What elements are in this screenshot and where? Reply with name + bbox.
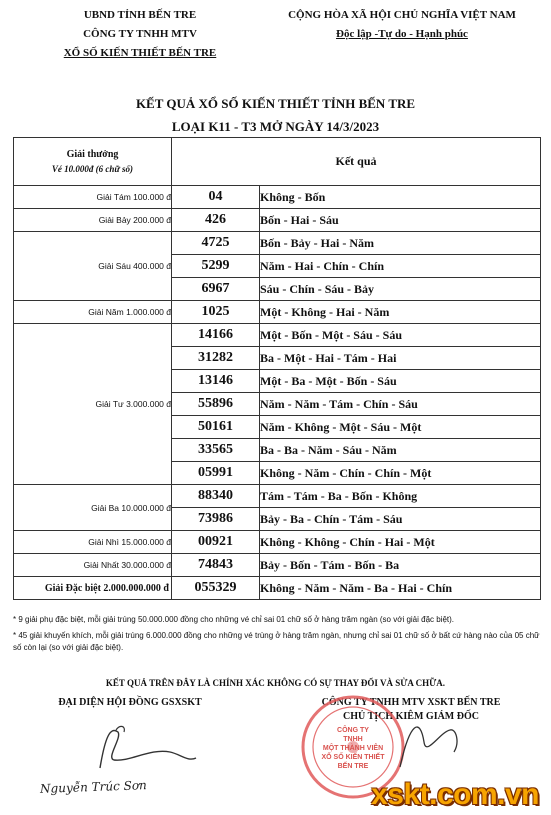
prize-label: Giải Bảy 200.000 đ [14, 209, 172, 232]
prize-label: Giải Nhất 30.000.000 đ [14, 554, 172, 577]
seal-text: CÔNG TY TNHH MỘT THÀNH VIÊN XỔ SỐ KIẾN THIẾT BẾN TRE [321, 727, 385, 770]
number-in-words: Ba - Ba - Năm - Sáu - Năm [260, 439, 541, 462]
number-in-words: Một - Không - Hai - Năm [260, 301, 541, 324]
table-row [14, 232, 541, 255]
header-left [30, 6, 250, 63]
prize-column-header: Giải thưởng Vé 10.000đ (6 chữ số) [14, 138, 172, 186]
header-right [262, 6, 542, 44]
number-in-words: Bốn - Hai - Sáu [260, 209, 541, 232]
number-in-words: Không - Năm - Chín - Chín - Một [260, 462, 541, 485]
table-row [14, 324, 541, 347]
winning-number: 05991 [172, 462, 260, 485]
table-row [14, 301, 541, 324]
results-table [13, 137, 541, 600]
table-row [14, 209, 541, 232]
company-type: CÔNG TY TNHH MTV [83, 28, 197, 40]
number-in-words: Một - Ba - Một - Bốn - Sáu [260, 370, 541, 393]
winning-number: 33565 [172, 439, 260, 462]
agency-name: UBND TỈNH BẾN TRE [83, 9, 197, 21]
title-line-1: KẾT QUẢ XỔ SỐ KIẾN THIẾT TỈNH BẾN TRE [135, 96, 416, 111]
table-row [14, 554, 541, 577]
number-in-words: Không - Năm - Năm - Ba - Hai - Chín [260, 577, 541, 600]
number-in-words: Không - Không - Chín - Hai - Một [260, 531, 541, 554]
prize-label: Giải Tám 100.000 đ [14, 186, 172, 209]
number-in-words: Bảy - Ba - Chín - Tám - Sáu [260, 508, 541, 531]
winning-number: 5299 [172, 255, 260, 278]
table-header-row [14, 138, 541, 186]
confirmation-statement: KẾT QUẢ TRÊN ĐÂY LÀ CHÍNH XÁC KHÔNG CÓ SỰ THAY ĐỔI VÀ SỬA CHỮA. [105, 678, 446, 688]
number-in-words: Bốn - Bảy - Hai - Năm [260, 232, 541, 255]
signature-scrawl [70, 718, 210, 778]
winning-number: 13146 [172, 370, 260, 393]
winning-number: 55896 [172, 393, 260, 416]
site-watermark: xskt.com.vn [371, 778, 539, 811]
winning-number: 88340 [172, 485, 260, 508]
prize-label: Giải Nhì 15.000.000 đ [14, 531, 172, 554]
council-title: ĐẠI DIỆN HỘI ĐỒNG GSXSKT [58, 697, 202, 708]
table-row [14, 577, 541, 600]
table-row [14, 186, 541, 209]
number-in-words: Sáu - Chín - Sáu - Bảy [260, 278, 541, 301]
note-encouragement: * 45 giải khuyến khích, mỗi giải trúng 6.000.000 đồng cho những vé trùng ở hàng trăm ngàn, nhưng chỉ sai 01 chữ số ở bất cứ hàng nào của 05 chữ số còn lại (so với giải đặc biệt). [13, 631, 540, 652]
prize-label: Giải Năm 1.000.000 đ [14, 301, 172, 324]
winning-number: 426 [172, 209, 260, 232]
result-column-header: Kết quả [172, 138, 541, 186]
table-row [14, 531, 541, 554]
table-row [14, 485, 541, 508]
prize-label: Giải Ba 10.000.000 đ [14, 485, 172, 531]
winning-number: 14166 [172, 324, 260, 347]
number-in-words: Một - Bốn - Một - Sáu - Sáu [260, 324, 541, 347]
winning-number: 00921 [172, 531, 260, 554]
winning-number: 74843 [172, 554, 260, 577]
document-title [0, 92, 551, 138]
national-title: CỘNG HÒA XÃ HỘI CHỦ NGHĨA VIỆT NAM [288, 9, 516, 21]
prize-label: Giải Tư 3.000.000 đ [14, 324, 172, 485]
number-in-words: Năm - Năm - Tám - Chín - Sáu [260, 393, 541, 416]
winning-number: 4725 [172, 232, 260, 255]
winning-number: 31282 [172, 347, 260, 370]
winning-number: 055329 [172, 577, 260, 600]
notes [13, 614, 541, 658]
company-signature-title: CÔNG TY TNHH MTV XSKT BẾN TRE [321, 697, 501, 708]
winning-number: 50161 [172, 416, 260, 439]
number-in-words: Năm - Hai - Chín - Chín [260, 255, 541, 278]
number-in-words: Ba - Một - Hai - Tám - Hai [260, 347, 541, 370]
prize-label: Giải Đặc biệt 2.000.000.000 đ [14, 577, 172, 600]
winning-number: 73986 [172, 508, 260, 531]
winning-number: 1025 [172, 301, 260, 324]
director-signature-scrawl [390, 712, 470, 782]
company-name: XỔ SỐ KIẾN THIẾT BẾN TRE [63, 47, 217, 59]
national-motto: Độc lập -Tự do - Hạnh phúc [336, 28, 468, 40]
prize-label: Giải Sáu 400.000 đ [14, 232, 172, 301]
number-in-words: Tám - Tám - Ba - Bốn - Không [260, 485, 541, 508]
ticket-price-note: Vé 10.000đ (6 chữ số) [51, 163, 134, 174]
title-line-2: LOẠI K11 - T3 MỞ NGÀY 14/3/2023 [171, 119, 380, 134]
signer-name: Nguyễn Trúc Sơn [39, 778, 148, 796]
winning-number: 6967 [172, 278, 260, 301]
winning-number: 04 [172, 186, 260, 209]
number-in-words: Bảy - Bốn - Tám - Bốn - Ba [260, 554, 541, 577]
signature-block-left [20, 696, 240, 710]
number-in-words: Năm - Không - Một - Sáu - Một [260, 416, 541, 439]
number-in-words: Không - Bốn [260, 186, 541, 209]
director-title: CHỦ TỊCH KIÊM GIÁM ĐỐC [343, 711, 479, 722]
note-special-consolation: * 9 giải phụ đặc biệt, mỗi giải trúng 50.000.000 đồng cho những vé chỉ sai 01 chữ số ở hàng trăm ngàn (so với giải đặc biệt). [13, 615, 455, 624]
